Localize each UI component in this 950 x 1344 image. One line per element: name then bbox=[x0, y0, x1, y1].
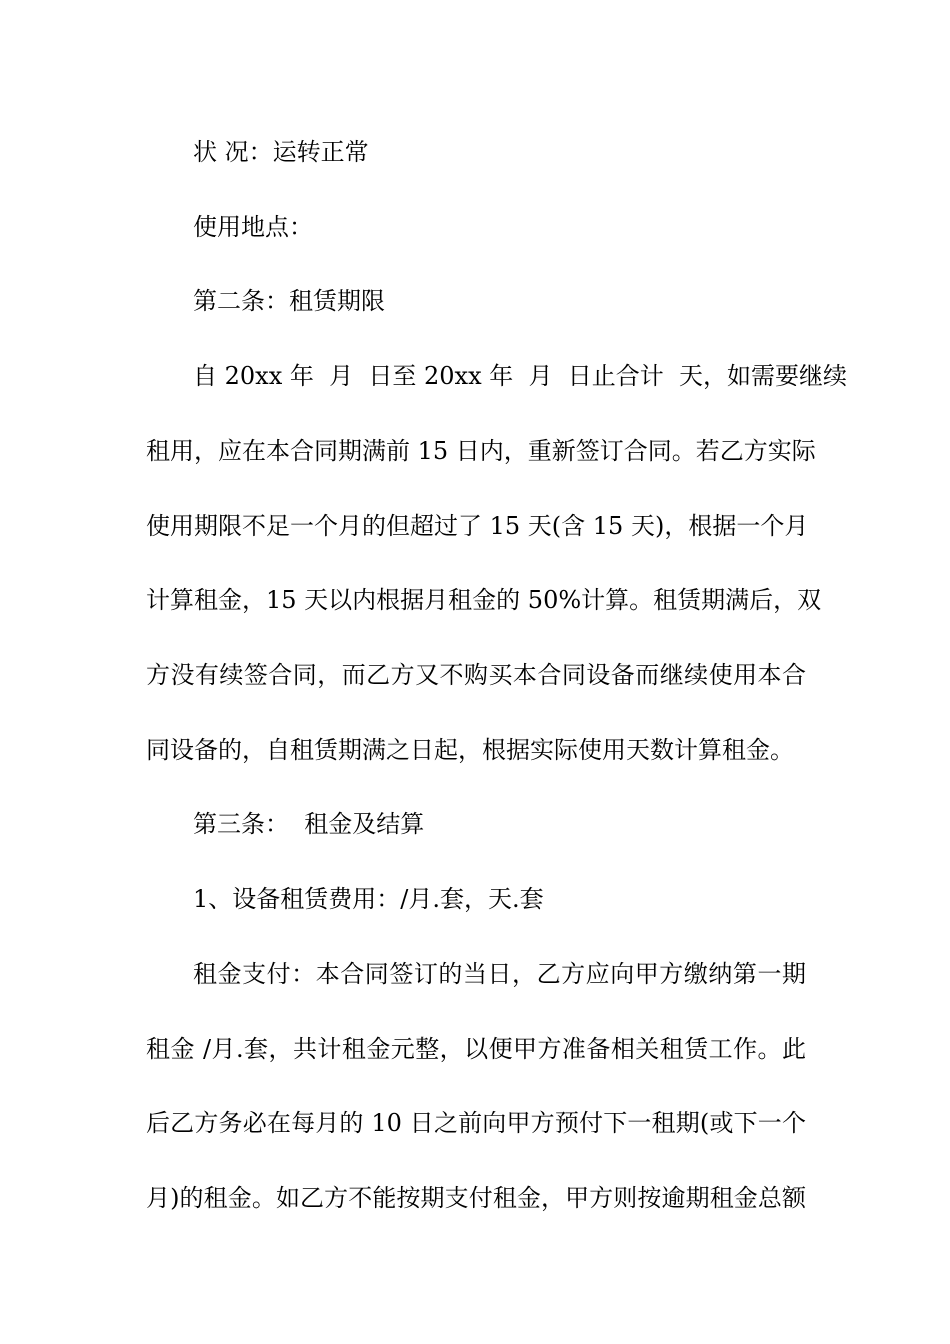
paragraph-line: 使用期限不足一个月的但超过了 15 天(含 15 天)，根据一个月 bbox=[146, 512, 809, 540]
paragraph-line: 计算租金，15 天以内根据月租金的 50%计算。租赁期满后，双 bbox=[146, 586, 822, 614]
status-line: 状 况：运转正常 bbox=[193, 138, 369, 166]
article-3-heading: 第三条： 租金及结算 bbox=[193, 810, 425, 838]
paragraph-line: 租金支付：本合同签订的当日，乙方应向甲方缴纳第一期 bbox=[193, 960, 806, 988]
paragraph-line: 同设备的，自租赁期满之日起，根据实际使用天数计算租金。 bbox=[146, 736, 794, 764]
paragraph-line: 租用，应在本合同期满前 15 日内，重新签订合同。若乙方实际 bbox=[146, 437, 816, 465]
paragraph-line: 月)的租金。如乙方不能按期支付租金，甲方则按逾期租金总额 bbox=[146, 1184, 806, 1212]
paragraph-line: 方没有续签合同，而乙方又不购买本合同设备而继续使用本合 bbox=[146, 661, 806, 689]
location-line: 使用地点： bbox=[193, 213, 313, 241]
rental-fee-line: 1、设备租赁费用：/月.套，天.套 bbox=[193, 885, 544, 913]
article-2-heading: 第二条：租赁期限 bbox=[193, 287, 385, 315]
paragraph-line: 自 20xx 年 月 日至 20xx 年 月 日止合计 天，如需要继续 bbox=[193, 362, 848, 390]
paragraph-line: 后乙方务必在每月的 10 日之前向甲方预付下一租期(或下一个 bbox=[146, 1109, 806, 1137]
paragraph-line: 租金 /月.套，共计租金元整，以便甲方准备相关租赁工作。此 bbox=[146, 1035, 806, 1063]
